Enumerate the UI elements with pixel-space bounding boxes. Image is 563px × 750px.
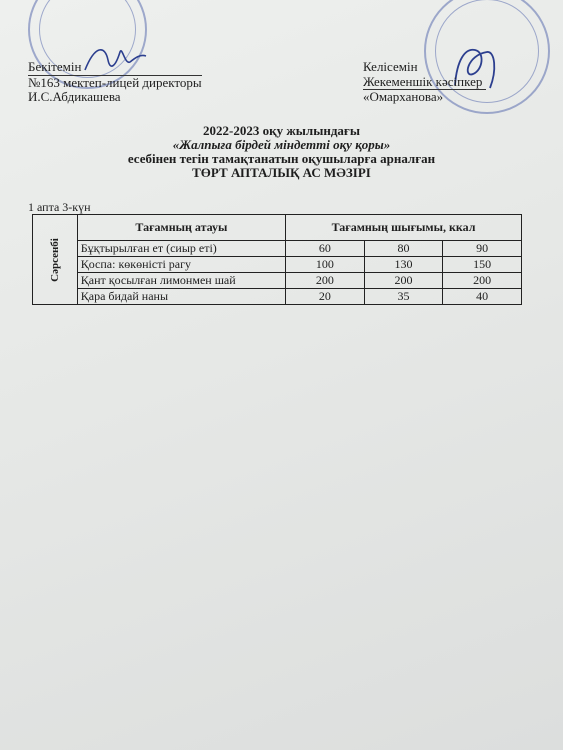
approval-block-right [363, 60, 486, 105]
yield-value: 35 [364, 289, 443, 305]
table-row [33, 289, 522, 305]
yield-value: 200 [364, 273, 443, 289]
week-day-label: 1 апта 3-күн [28, 200, 91, 214]
yield-value: 40 [443, 289, 522, 305]
day-name: Сәрсенбі [48, 238, 61, 282]
title-purpose: есебінен тегін тамақтанатын оқушыларға арналған [127, 151, 436, 166]
table-header-row [33, 215, 522, 241]
approve-left-name: И.С.Абдикашева [28, 89, 121, 104]
approve-left-heading: Бекітемін [28, 60, 202, 76]
dish-name: Бұқтырылған ет (сиыр еті) [77, 241, 285, 257]
yield-value: 60 [286, 241, 365, 257]
approve-right-name: «Омарханова» [363, 89, 444, 104]
approve-left-position: №163 мектеп-лицей директоры [28, 74, 202, 90]
yield-value: 90 [443, 241, 522, 257]
approve-right-position: Жекеменшік кәсіпкер [363, 75, 486, 91]
yield-value: 200 [286, 273, 365, 289]
yield-value: 100 [286, 257, 365, 273]
dish-name: Қоспа: көкөністі рагу [77, 257, 285, 273]
approval-block-left [28, 60, 202, 105]
day-cell [33, 215, 78, 305]
table-row [33, 241, 522, 257]
menu-table [32, 214, 522, 305]
table-row [33, 257, 522, 273]
document-title [0, 124, 563, 180]
yield-value: 150 [443, 257, 522, 273]
dish-name: Қара бидай наны [77, 289, 285, 305]
yield-value: 130 [364, 257, 443, 273]
header-dish-name: Тағамның атауы [77, 215, 285, 241]
yield-value: 200 [443, 273, 522, 289]
yield-value: 80 [364, 241, 443, 257]
title-menu: ТӨРТ АПТАЛЫҚ АС МӘЗІРІ [192, 165, 371, 180]
title-fund: «Жалпыға бірдей міндетті оқу қоры» [172, 137, 391, 152]
yield-value: 20 [286, 289, 365, 305]
dish-name: Қант қосылған лимонмен шай [77, 273, 285, 289]
approve-right-heading: Келісемін [363, 59, 418, 74]
table-row [33, 273, 522, 289]
title-year: 2022-2023 оқу жылындағы [203, 123, 360, 138]
header-dish-yield: Тағамның шығымы, ккал [286, 215, 522, 241]
